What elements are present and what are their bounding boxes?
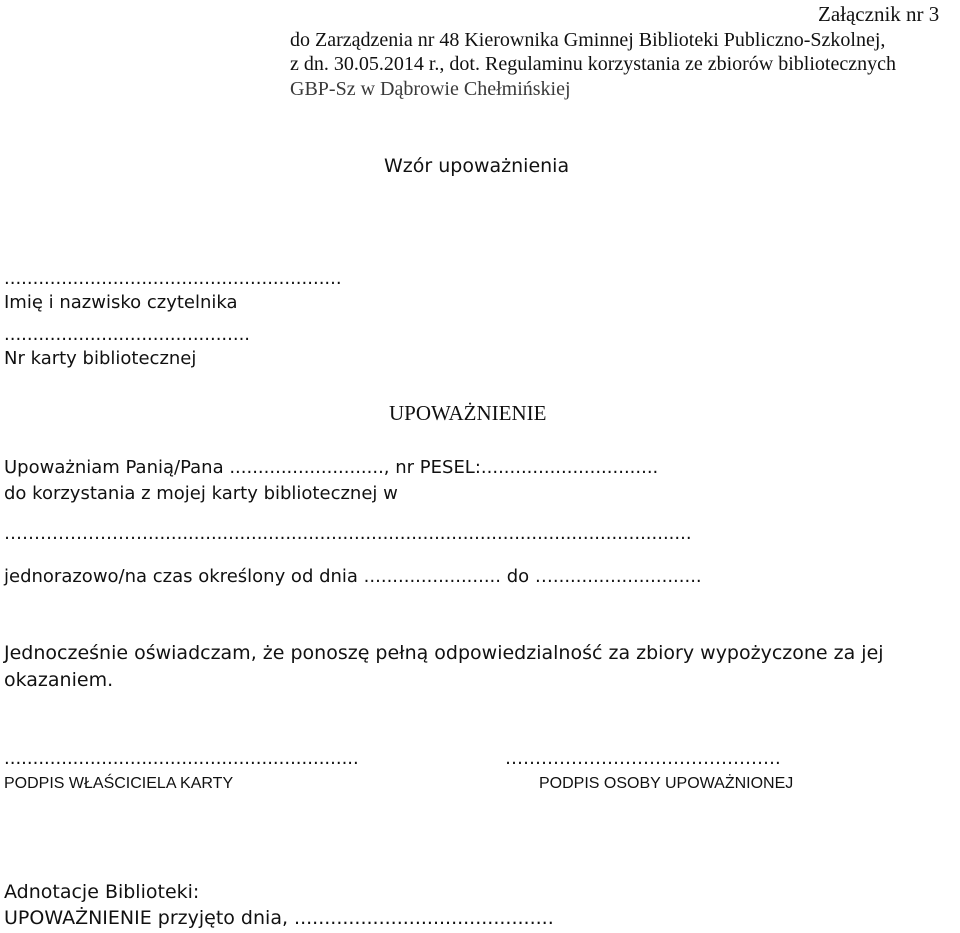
attachment-number: Załącznik nr 3 [818,2,940,26]
header-line-3: GBP-Sz w Dąbrowie Chełmińskiej [290,78,571,100]
card-number-dots: ........................................... [4,324,251,345]
reader-name-label: Imię i nazwisko czytelnika [4,292,238,313]
authorized-signature-dots: ………………………………………. [505,748,781,769]
accepted-date-line: UPOWAŻNIENIE przyjęto dnia, ........................................... [4,907,554,929]
library-notes-label: Adnotacje Biblioteki: [4,881,200,903]
authorize-line: Upoważniam Panią/Pana ..........................., nr PESEL:............................... [4,457,659,478]
owner-signature-dots: .............................................................. [4,748,359,769]
template-title: Wzór upoważnienia [384,155,570,177]
period-line: jednorazowo/na czas określony od dnia ........................ do ….......................... [4,566,702,587]
use-card-line: do korzystania z mojej karty bibliotecznej w [4,483,398,504]
reader-name-dots: ........................................................... [4,268,342,289]
card-number-label: Nr karty bibliotecznej [4,348,197,369]
declaration-line-2: okazaniem. [4,669,114,691]
authorized-signature-label: PODPIS OSOBY UPOWAŻNIONEJ [539,775,794,792]
declaration-line-1: Jednocześnie oświadczam, że ponoszę pełną odpowiedzialność za zbiory wypożyczone za jej [4,642,884,664]
blank-fill-line: ……………………............................................................................................... [4,523,692,544]
header-line-2: z dn. 30.05.2014 r., dot. Regulaminu korzystania ze zbiorów bibliotecznych [290,53,896,75]
owner-signature-label: PODPIS WŁAŚCICIELA KARTY [4,775,234,792]
header-line-1: do Zarządzenia nr 48 Kierownika Gminnej Biblioteki Publiczno-Szkolnej, [290,29,886,51]
document-title: UPOWAŻNIENIE [389,401,547,425]
